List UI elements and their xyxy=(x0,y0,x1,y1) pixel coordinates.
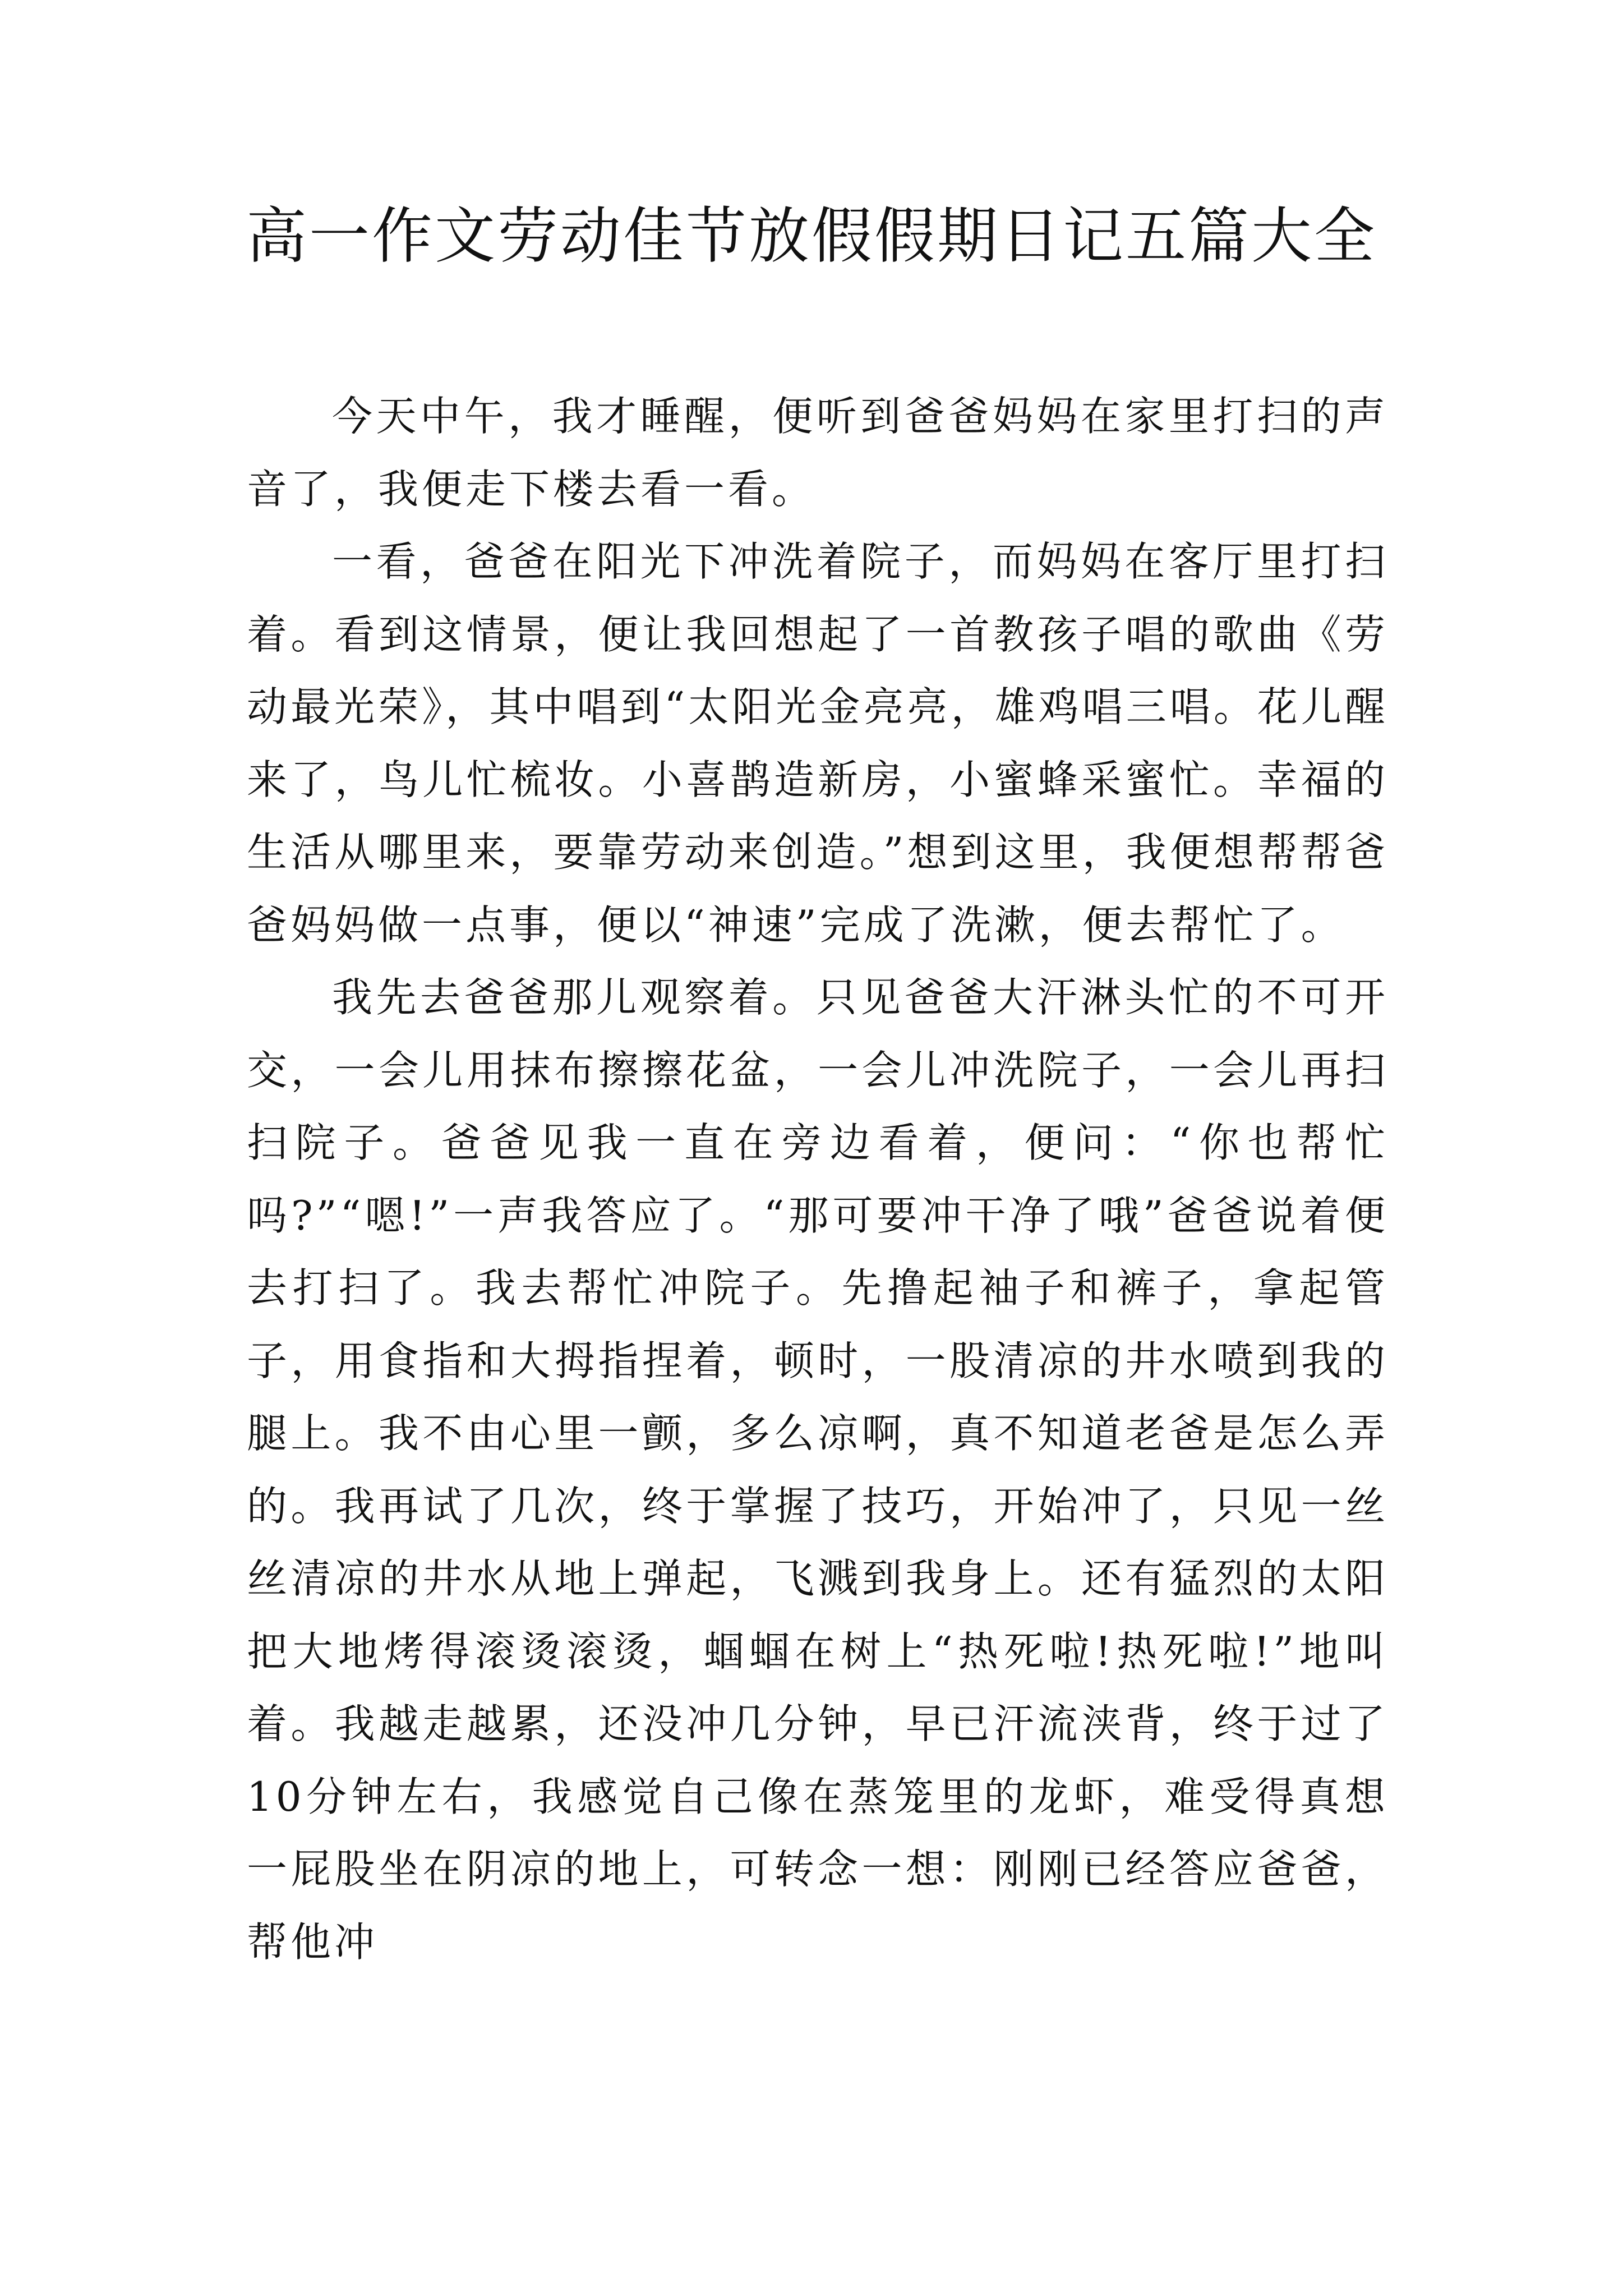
document-title: 高一作文劳动佳节放假假期日记五篇大全 xyxy=(246,201,1377,272)
paragraph-1: 今天中午，我才睡醒，便听到爸爸妈妈在家里打扫的声音了，我便走下楼去看一看。 xyxy=(247,393,1389,513)
document-body xyxy=(247,380,1389,1978)
paragraph-3: 我先去爸爸那儿观察着。只见爸爸大汗淋头忙的不可开交，一会儿用抹布擦擦花盆，一会儿冲洗院子，一会儿再扫扫院子。爸爸见我一直在旁边看着，便问：“你也帮忙吗?”“嗯!”一声我答应了。“那可要冲干净了哦”爸爸说着便去打扫了。我去帮忙冲院子。先撸起袖子和裤子，拿起管子，用食指和大拇指捏着，顿时，一股清凉的井水喷到我的腿上。我不由心里一颤，多么凉啊，真不知道老爸是怎么弄的。我再试了几次，终于掌握了技巧，开始冲了，只见一丝丝清凉的井水从地上弹起，飞溅到我身上。还有猛烈的太阳把大地烤得滚烫滚烫，蝈蝈在树上“热死啦!热死啦!”地叫着。我越走越累，还没冲几分钟，早已汗流浃背，终于过了10分钟左右，我感觉自己像在蒸笼里的龙虾，难受得真想一屁股坐在阴凉的地上，可转念一想：刚刚已经答应爸爸，帮他冲 xyxy=(247,974,1389,1966)
paragraph-2: 一看，爸爸在阳光下冲洗着院子，而妈妈在客厅里打扫着。看到这情景，便让我回想起了一首教孩子唱的歌曲《劳动最光荣》，其中唱到“太阳光金亮亮，雄鸡唱三唱。花儿醒来了，鸟儿忙梳妆。小喜鹊造新房，小蜜蜂采蜜忙。幸福的生活从哪里来，要靠劳动来创造。”想到这里，我便想帮帮爸爸妈妈做一点事，便以“神速”完成了洗漱，便去帮忙了。 xyxy=(247,538,1389,949)
